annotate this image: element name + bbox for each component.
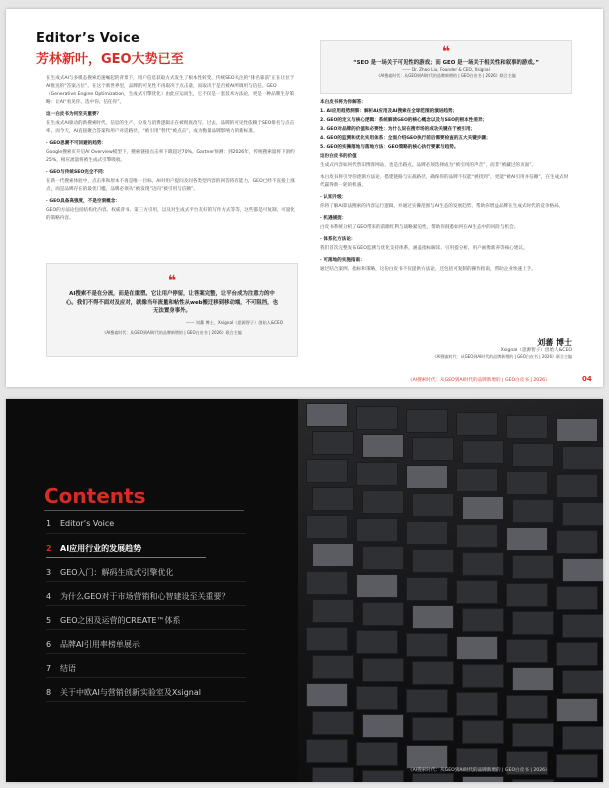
building-window [556,474,598,498]
building-window [556,698,598,722]
paragraph: 通过结合案例、指标和策略，这份白皮书不仅提供方法论，还包括可复制的操作指南，帮助企业快速上手。 [320,267,536,272]
building-window [306,459,348,483]
building-window [362,602,404,626]
building-window [356,686,398,710]
toc-divider [46,581,246,582]
section-heading: 本白皮书将为你解答： [320,100,366,105]
building-window [556,642,598,666]
building-window [506,471,548,495]
toc-divider [46,557,206,558]
paragraph: 在新一代搜索体验中，点击率和原本不再是唯一目标，AI对用户提问及问各类型内容的回答将有能力，GEO已经不直接上涨点，而是品牌存在的最优门槛，品牌必须从“被发现”迈向“被引用与信赖”。 [46,179,295,192]
building-window [512,779,554,782]
building-window [506,583,548,607]
toc-item-number: 6 [46,640,52,649]
section-heading: · GEO思潮不可回避的趋势： [46,141,107,146]
building-window [456,412,498,436]
building-window [456,468,498,492]
toc-item-label: Editor’s Voice [60,519,115,528]
quote-box-right [320,40,572,94]
toc-item[interactable] [46,615,296,626]
section-heading: 这份白皮书的价值 [320,154,357,159]
building-window [306,515,348,539]
toc-item[interactable] [46,663,296,674]
quote-mark-icon: ❝ [441,44,451,60]
building-window [406,465,448,489]
quote-source: 《AI搜索时代：从GEO到AI时代的品牌新增的 | GEO白皮书 | 2026》联合主编 [102,329,242,335]
building-window [456,692,498,716]
toc-item-number: 2 [46,544,52,553]
paragraph: 在生成式AI与多模态搜索迅速崛起的背景下，用户信息获取方式发生了根本性转变。传统SEO关注的“排名靠前”正在让位于AI推送的“答案占位”。在这个新世界里，品牌的可见性不再取决于点击量，而取决于是否被AI所调用与信任。GEO（Generative Engine Optimization，生成式引擎优化）由此应运而生，它不仅是一套技术方法论，更是一种品牌生存策略：让AI“看见你、选中你、信任你”。 [46,76,295,105]
toc-divider [46,533,246,534]
toc-item-label: GEO之困及运营的CREATE™体系 [60,616,181,625]
section-heading: 3. GEO对品牌的价值和必要性：为什么说在搜市场的成功关键在于被引用； [320,127,476,132]
building-window [406,633,448,657]
building-window [412,717,454,741]
building-window [356,518,398,542]
right-column [320,99,572,278]
toc-item[interactable] [46,687,296,698]
section-heading: · 可落地的实施指南： [320,258,365,263]
paragraph: Google搜索页开启AI Overview模型下，搜索链接点击率下降超过70%。Gartner预测：到2026年，传统搜索量将下滑约25%，相应流量将被生成式引擎吸收。 [46,150,295,163]
building-window [412,773,454,782]
toc-item-label: 关于中欧AI与营销创新实验室及Xsignal [60,688,201,697]
section-heading: 1. AI应用趋势洞察：解析AI应用及AI搜索在全球范围的演进趋势； [320,109,458,114]
building-window [506,527,548,551]
building-window [512,443,554,467]
heading-underline [44,510,244,511]
paragraph: 我们首次完整发布GEO监测与优化支持体系，涵盖指标解读、引用提分析、用户画像新养等核心建议。 [320,246,528,251]
building-window [512,499,554,523]
building-window [312,599,354,623]
building-window [506,639,548,663]
page-title: Editor’s Voice [36,31,141,46]
building-window [312,767,354,782]
toc-item-number: 3 [46,568,52,577]
building-window [362,434,404,458]
quote-source: 《AI搜索时代：从GEO到AI时代的品牌新增的 | GEO白皮书 | 2026》联合主编 [376,73,516,78]
building-window [312,655,354,679]
toc-divider [46,605,246,606]
building-window [412,549,454,573]
building-window [512,611,554,635]
section-heading: 2. GEO的定义与核心逻辑：系统解读GEO的核心概念以及与SEO的根本性差异； [320,118,488,123]
toc-item-label: 品牌AI引用率榜单展示 [60,640,140,649]
building-window [512,723,554,747]
paragraph: 你将了解AI算法搜索的内容运行逻辑，并通过实操范围与AI生态的发展趋势，帮助你增益品牌在生成式时代的竞争格局。 [320,204,564,209]
toc-item-number: 1 [46,519,52,528]
signature-source: 《AI搜索时代：从GEO到AI时代的品牌新增的 | GEO白皮书 | 2026》联合主编 [432,354,572,359]
toc-item[interactable] [46,567,296,578]
toc-item-label: AI应用行业的发展趋势 [60,544,142,553]
building-window [556,586,598,610]
building-window [356,406,398,430]
building-window [456,580,498,604]
toc-divider [46,629,246,630]
building-window [362,546,404,570]
building-window [506,415,548,439]
contents-heading: Contents [44,484,146,508]
building-window [312,711,354,735]
building-window [306,571,348,595]
building-window [506,695,548,719]
building-window [406,409,448,433]
building-window [362,490,404,514]
building-window [562,558,603,582]
building-window [412,661,454,685]
building-window [462,440,504,464]
toc-item[interactable] [46,639,296,650]
quote-text: AI搜索不是在分流，而是在重塑。它让用户停留，让答案完整，让平台成为注意力的中心。我们不得不面对及应对，就像当年流量和帖性从web搬迁移到移动端，不可阻挡，也无法置身事外。 [66,291,278,314]
building-window [306,403,348,427]
paragraph: 在生成式AI驱动的新搜索时代，信息的生产、分发与消费逻辑正在被彻底改写。过去，品牌的可见性依赖于SEO排名与点击率，而今天，AI直接聚合答案和用户对话路径，“被引用”替代“被点击”，成为衡量品牌影响力的新标准。 [46,121,295,134]
section-heading: · GEO与传统SEO完全不同： [46,170,108,175]
toc-divider [46,701,246,702]
building-window [456,636,498,660]
building-window [512,667,554,691]
quote-box-left [46,263,298,357]
building-window [562,446,603,470]
building-window [462,720,504,744]
building-window [462,608,504,632]
page-subtitle: 芳林新叶，GEO大势已至 [36,52,184,67]
building-window [306,683,348,707]
building-window [356,742,398,766]
toc-item[interactable] [46,591,296,602]
building-window [362,658,404,682]
building-window [562,726,603,750]
building-window [406,521,448,545]
building-window [562,614,603,638]
toc-item-label: 结语 [60,664,76,673]
paragraph: 本白皮书将引导你逐渐方法论，搭建链路与实战路径，确保你的品牌不仅能“被找到”，更能“被AI引用并信赖”，在生成式时代赢得新一轮的机遇。 [320,175,569,188]
page-footer: 《AI搜索时代：从GEO到AI时代的品牌新增的 | GEO白皮书 | 2026》 [408,768,550,773]
building-photo [298,399,603,782]
building-window [562,670,603,694]
building-window [312,431,354,455]
paragraph: 生成式内容如何代替旧博客网站，也是出路点。品牌必须选择成为“被引用的声音”，而非“被藏过的页面”。 [320,163,537,168]
toc-item[interactable] [46,543,296,554]
toc-item-label: 为什么GEO对于市场营销和心智建设至关重要？ [60,592,230,601]
section-heading: · 机遇捕捉： [320,216,347,221]
quote-text: “SEO 是一场关于可见性的游戏；而 GEO 是一场关于相关性和叙事的游戏。” [353,60,539,66]
building-window [412,493,454,517]
building-window [306,627,348,651]
building-window [512,555,554,579]
building-window [462,496,504,520]
building-window [556,754,598,778]
signature-name: 刘蕃 博士 [537,338,572,347]
editors-voice-page [6,9,603,387]
section-heading: · GEO具备高强度，不是空洞概念： [46,199,120,204]
building-window [556,418,598,442]
building-window [562,502,603,526]
contents-page [6,399,603,782]
building-window [312,487,354,511]
toc-item[interactable] [46,519,296,528]
signature-block [386,337,572,360]
section-heading: · 体系化方法论： [320,237,356,242]
quote-mark-icon: ❝ [167,273,177,289]
building-window [362,714,404,738]
building-window [356,462,398,486]
building-window [412,437,454,461]
building-window [556,530,598,554]
building-window [462,776,504,782]
building-window [462,552,504,576]
quote-author: —— Dr. Zhao Liu, Founder & CEO, Xsignal [402,67,490,72]
toc-divider [46,653,246,654]
building-window [306,739,348,763]
page-number: 04 [582,375,592,383]
toc-divider [46,677,246,678]
building-window [356,630,398,654]
toc-item-number: 7 [46,664,52,673]
building-window [406,745,448,769]
building-window [406,689,448,713]
toc-item-number: 4 [46,592,52,601]
page-footer: 《AI搜索时代：从GEO到AI时代的品牌新增的 | GEO白皮书 | 2026》 [408,378,550,383]
quote-author: —— 刘蕃 博士，Xsignal（思源智子）创始人&CEO [185,319,283,325]
section-heading: 这一白皮书为何至关重要？ [46,112,102,117]
building-window [362,770,404,782]
toc-item-number: 8 [46,688,52,697]
section-heading: 4. GEO的监测和优化实用体系：全面介绍GEO执行前后需要检查的五大关键步骤； [320,136,491,141]
section-heading: 5. GEO的实操落地与落地方法：GEO策略的核心执行要素与趋势。 [320,145,459,150]
toc-item-label: GEO入门：解码生成式引擎优化 [60,568,174,577]
building-window [356,574,398,598]
paragraph: 白皮书系统分析了GEO带来的前瞻红利与战略紧迫性，帮助你洞悉如何在AI生态中的风险与机会。 [320,225,519,230]
building-window [412,605,454,629]
building-window [462,664,504,688]
building-window [406,577,448,601]
toc-item-number: 5 [46,616,52,625]
signature-role: Xsignal（思源智子）创始人&CEO [500,348,572,353]
left-column [46,75,296,227]
building-window [312,543,354,567]
section-heading: · 认知升级： [320,195,347,200]
paragraph: GEO的方法论包括结构化内容、权威背书、第三方引用，以及对生成式平台友好的写作方式等等，这些都是可复制、可量化的策略内容。 [46,208,295,221]
building-window [456,524,498,548]
